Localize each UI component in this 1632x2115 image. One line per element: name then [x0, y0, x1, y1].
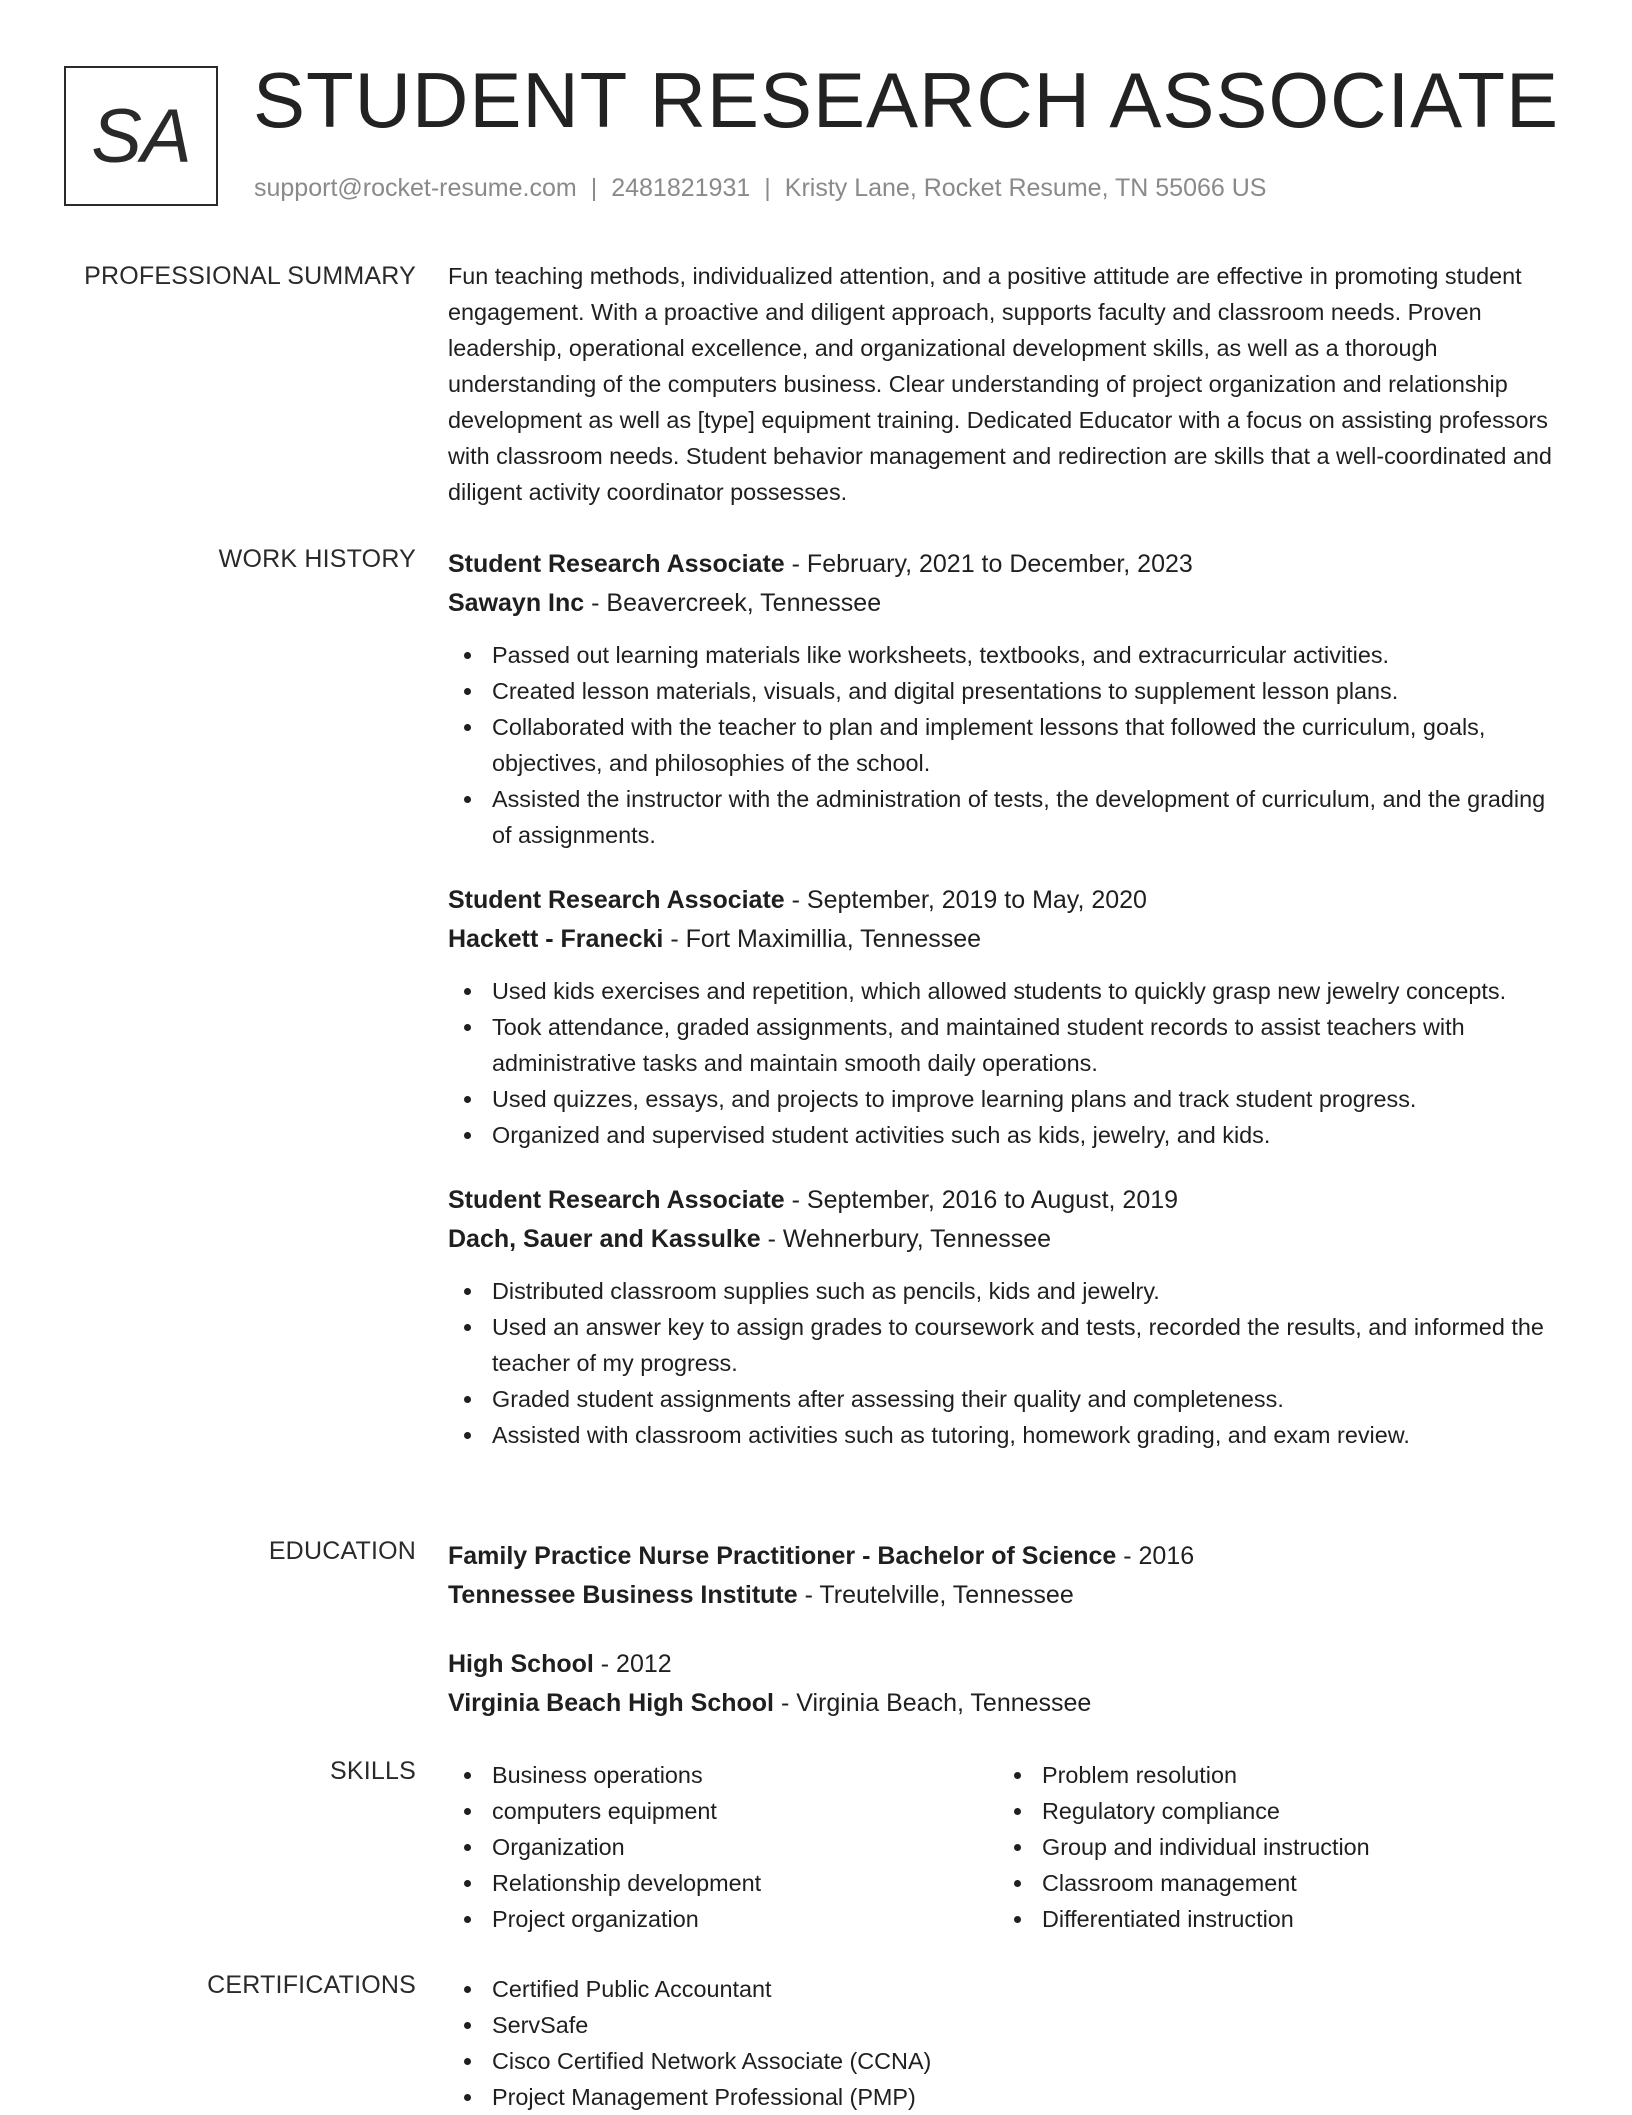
skill-item: Business operations [448, 1757, 998, 1793]
skill-item: Organization [448, 1829, 998, 1865]
skill-item: Problem resolution [998, 1757, 1548, 1793]
job-bullet: Passed out learning materials like worksheets, textbooks, and extracurricular activities. [448, 637, 1568, 673]
job-dates: - September, 2016 to August, 2019 [784, 1186, 1179, 1214]
job-company: Dach, Sauer and Kassulke [448, 1225, 761, 1253]
job-title: Student Research Associate [448, 1186, 785, 1214]
education-degree: High School [448, 1650, 594, 1678]
job-dates: - September, 2019 to May, 2020 [784, 886, 1147, 914]
job-bullets [448, 973, 1568, 1153]
job-bullet: Used kids exercises and repetition, which allowed students to quickly grasp new jewelry concepts. [448, 973, 1568, 1009]
skills-heading: SKILLS [330, 1757, 416, 1785]
contact-line [254, 174, 1266, 203]
contact-separator: | [590, 174, 598, 202]
education-degree-line [448, 1537, 1568, 1576]
contact-email[interactable]: support@rocket-resume.com [254, 174, 577, 202]
job-dates: - February, 2021 to December, 2023 [784, 550, 1193, 578]
resume-title: STUDENT RESEARCH ASSOCIATE [253, 56, 1560, 144]
job-company: Hackett - Franecki [448, 925, 664, 953]
skill-item: Group and individual instruction [998, 1829, 1548, 1865]
skill-item: Project organization [448, 1901, 998, 1937]
job-bullet: Created lesson materials, visuals, and digital presentations to supplement lesson plans. [448, 673, 1568, 709]
job-bullet: Collaborated with the teacher to plan and implement lessons that followed the curriculum, goals, objectives, and philosophies of the school. [448, 709, 1568, 781]
contact-address: Kristy Lane, Rocket Resume, TN 55066 US [784, 174, 1267, 202]
education-heading: EDUCATION [268, 1537, 416, 1565]
skill-item: Classroom management [998, 1865, 1548, 1901]
education-year: - 2012 [593, 1650, 672, 1678]
job-title-line [448, 1181, 1568, 1220]
education-school: Virginia Beach High School [448, 1689, 774, 1717]
job-entry [448, 881, 1568, 1153]
job-title-line [448, 545, 1568, 584]
education-location: - Treutelville, Tennessee [797, 1581, 1074, 1609]
job-entry [448, 545, 1568, 853]
job-entry [448, 1181, 1568, 1453]
certification-item: Cisco Certified Network Associate (CCNA) [448, 2043, 1568, 2079]
certification-item: ServSafe [448, 2007, 1568, 2043]
job-bullet: Used quizzes, essays, and projects to improve learning plans and track student progress. [448, 1081, 1568, 1117]
job-bullet: Assisted the instructor with the administration of tests, the development of curriculum, and the grading of assignments. [448, 781, 1568, 853]
education-year: - 2016 [1116, 1542, 1195, 1570]
skills-column-right [998, 1757, 1548, 1937]
skill-item: Differentiated instruction [998, 1901, 1548, 1937]
job-bullet: Took attendance, graded assignments, and maintained student records to assist teachers with administrative tasks and maintain smooth daily operations. [448, 1009, 1568, 1081]
job-company-line [448, 584, 1568, 623]
skills-list [998, 1757, 1548, 1937]
job-company-line [448, 920, 1568, 959]
monogram-text: SA [91, 93, 191, 179]
job-bullet: Graded student assignments after assessing their quality and completeness. [448, 1381, 1568, 1417]
education-school: Tennessee Business Institute [448, 1581, 798, 1609]
summary-heading: PROFESSIONAL SUMMARY [84, 262, 416, 290]
education-degree-line [448, 1645, 1568, 1684]
education-location: - Virginia Beach, Tennessee [774, 1689, 1092, 1717]
certifications-heading: CERTIFICATIONS [207, 1971, 416, 1999]
summary-text: Fun teaching methods, individualized attention, and a positive attitude are effective in promoting student engagement. With a proactive and diligent approach, supports faculty and classroom needs. Proven leadership, operational excellence, and organizational development skills, as well as a thorough understanding of the computers business. Clear understanding of project organization and relationship development as well as [type] equipment training. Dedicated Educator with a focus on assisting professors with classroom needs. Student behavior management and redirection are skills that a well-coordinated and diligent activity coordinator possesses. [448, 263, 1552, 505]
job-location: - Fort Maximillia, Tennessee [663, 925, 982, 953]
job-bullet: Organized and supervised student activities such as kids, jewelry, and kids. [448, 1117, 1568, 1153]
education-entry [448, 1645, 1568, 1723]
job-bullets [448, 1273, 1568, 1453]
certifications-list [448, 1971, 1568, 2115]
monogram-badge [64, 66, 218, 206]
education-school-line [448, 1576, 1568, 1615]
skill-item: Relationship development [448, 1865, 998, 1901]
skills-column-left [448, 1757, 998, 1937]
job-bullet: Distributed classroom supplies such as pencils, kids and jewelry. [448, 1273, 1568, 1309]
education-degree: Family Practice Nurse Practitioner - Bachelor of Science [448, 1542, 1117, 1570]
job-title: Student Research Associate [448, 550, 785, 578]
job-location: - Wehnerbury, Tennessee [760, 1225, 1052, 1253]
certification-item: Project Management Professional (PMP) [448, 2079, 1568, 2115]
job-company-line [448, 1220, 1568, 1259]
job-title: Student Research Associate [448, 886, 785, 914]
job-title-line [448, 881, 1568, 920]
contact-phone[interactable]: 2481821931 [611, 174, 751, 202]
job-location: - Beavercreek, Tennessee [584, 589, 882, 617]
certification-item: Certified Public Accountant [448, 1971, 1568, 2007]
skills-grid [448, 1757, 1568, 1937]
job-bullet: Assisted with classroom activities such as tutoring, homework grading, and exam review. [448, 1417, 1568, 1453]
education-entry [448, 1537, 1568, 1615]
job-bullets [448, 637, 1568, 853]
education-school-line [448, 1684, 1568, 1723]
work-history-heading: WORK HISTORY [218, 545, 416, 573]
contact-separator: | [764, 174, 771, 202]
skill-item: Regulatory compliance [998, 1793, 1548, 1829]
job-company: Sawayn Inc [448, 589, 585, 617]
skills-list [448, 1757, 998, 1937]
job-bullet: Used an answer key to assign grades to coursework and tests, recorded the results, and informed the teacher of my progress. [448, 1309, 1568, 1381]
skill-item: computers equipment [448, 1793, 998, 1829]
